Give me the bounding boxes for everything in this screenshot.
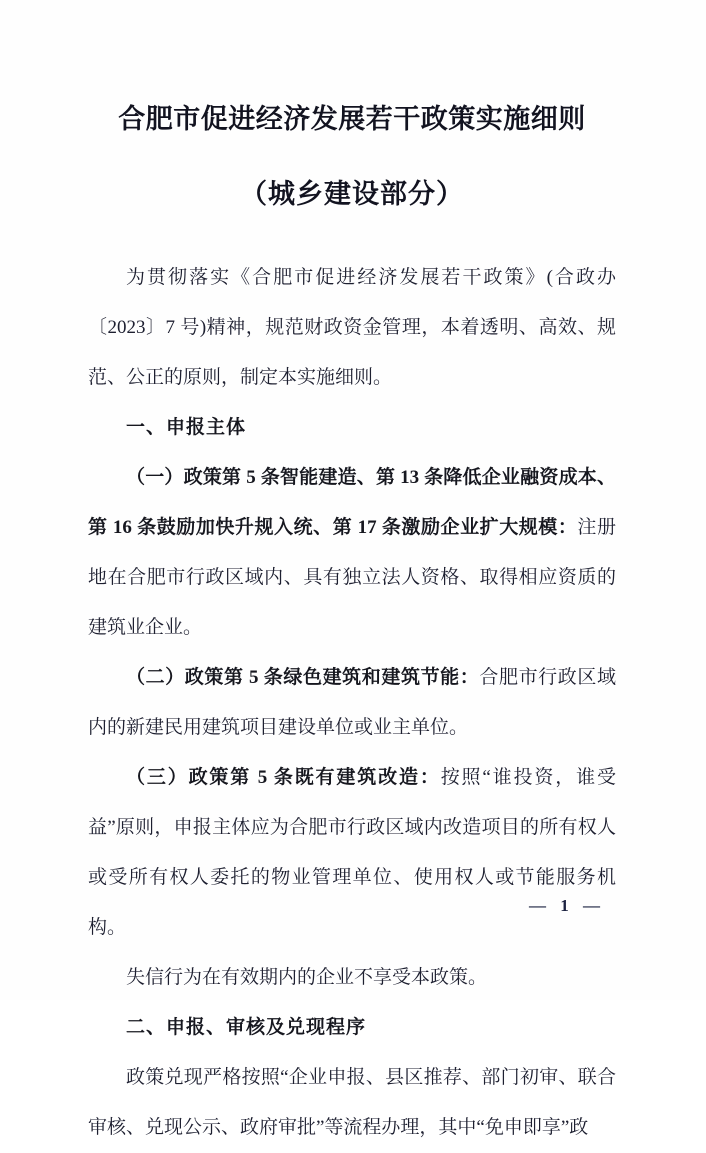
- paragraph: [88, 1053, 616, 1153]
- paragraph: [88, 653, 616, 753]
- document-title: 合肥市促进经济发展若干政策实施细则: [118, 104, 586, 134]
- text-run-bold: （三）政策第 5 条既有建筑改造：: [126, 767, 441, 788]
- text-run: 按照“谁投资，谁受益”原则，申报主体应为合肥市行政区域内改造项目的所有权人或受所有权人委托的物业管理单位、使用权人或节能服务机构。: [88, 767, 616, 938]
- text-run: 政策兑现严格按照“企业申报、县区推荐、部门初审、联合审核、兑现公示、政府审批”等流程办理，其中“免申即享”政: [88, 1067, 616, 1138]
- document-body: [88, 253, 616, 1153]
- page-number: — 1 —: [529, 896, 602, 915]
- paragraph: [88, 253, 616, 403]
- text-run-bold: 二、申报、审核及兑现程序: [126, 1017, 367, 1038]
- text-run-bold: （一）政策第 5 条智能建造、第 13 条降低企业融资成本、第 16 条鼓励加快升规入统、第 17 条激励企业扩大规模：: [88, 467, 616, 538]
- text-run: 合肥市行政区域内的新建民用建筑项目建设单位或业主单位。: [88, 667, 616, 738]
- text-run: 为贯彻落实《合肥市促进经济发展若干政策》(合政办〔2023〕7 号)精神，规范财政资金管理，本着透明、高效、规范、公正的原则，制定本实施细则。: [88, 267, 616, 388]
- section-heading: [88, 403, 616, 453]
- section-heading: [88, 1003, 616, 1053]
- text-run: 失信行为在有效期内的企业不享受本政策。: [126, 967, 488, 988]
- paragraph: [88, 453, 616, 653]
- text-run-bold: 一、申报主体: [126, 417, 247, 438]
- paragraph: [88, 953, 616, 1003]
- text-run-bold: （二）政策第 5 条绿色建筑和建筑节能：: [126, 667, 480, 688]
- document-subtitle: （城乡建设部分）: [240, 179, 464, 209]
- text-run: 注册地在合肥市行政区域内、具有独立法人资格、取得相应资质的建筑业企业。: [88, 517, 616, 638]
- paragraph: [88, 753, 616, 953]
